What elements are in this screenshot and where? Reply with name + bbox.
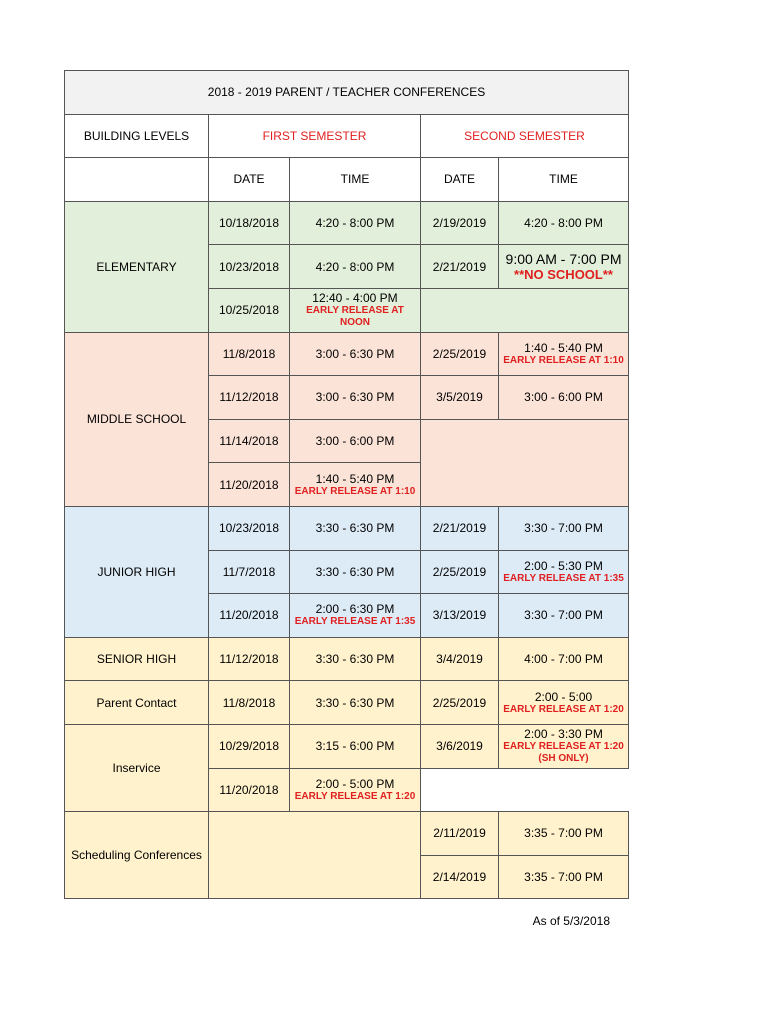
- first-time-cell: 4:20 - 8:00 PM: [290, 245, 421, 289]
- second-time-cell: [499, 245, 629, 289]
- early-release-note: EARLY RELEASE AT 1:35: [294, 616, 416, 628]
- second-date-cell: 3/13/2019: [421, 594, 499, 638]
- first-time-cell: 3:30 - 6:30 PM: [290, 550, 421, 594]
- early-release-note: EARLY RELEASE AT 1:35: [503, 572, 624, 584]
- second-time-header: TIME: [499, 158, 629, 202]
- second-date-cell: 2/14/2019: [421, 855, 499, 899]
- second-time-cell: 4:20 - 8:00 PM: [499, 201, 629, 245]
- first-time-cell: 3:15 - 6:00 PM: [290, 724, 421, 768]
- first-date-cell: 10/18/2018: [209, 201, 290, 245]
- second-semester-header: SECOND SEMESTER: [421, 114, 629, 158]
- second-date-cell: 2/25/2019: [421, 332, 499, 376]
- table-row: [65, 201, 629, 245]
- first-date-cell: 10/23/2018: [209, 506, 290, 550]
- second-time-cell: 4:00 - 7:00 PM: [499, 637, 629, 681]
- time-text: 12:40 - 4:00 PM: [312, 291, 398, 306]
- second-date-cell: 2/19/2019: [421, 201, 499, 245]
- table-row: [65, 812, 629, 856]
- first-time-cell: 3:00 - 6:30 PM: [290, 332, 421, 376]
- second-time-cell: 3:35 - 7:00 PM: [499, 855, 629, 899]
- level-parent-contact: Parent Contact: [65, 681, 209, 725]
- time-text: 2:00 - 5:00 PM: [315, 776, 395, 791]
- second-date-cell: 3/6/2019: [421, 724, 499, 768]
- early-release-note: EARLY RELEASE AT 1:20: [503, 741, 624, 753]
- time-text: 2:00 - 6:30 PM: [315, 602, 395, 617]
- empty-header-cell: [65, 158, 209, 202]
- first-time-cell: [290, 768, 421, 812]
- title-row: [65, 71, 629, 115]
- second-date-cell: 2/25/2019: [421, 550, 499, 594]
- second-date-cell: 2/21/2019: [421, 506, 499, 550]
- level-elementary: ELEMENTARY: [65, 201, 209, 332]
- table-row: [65, 332, 629, 376]
- second-date-cell: 2/11/2019: [421, 812, 499, 856]
- level-junior-high: JUNIOR HIGH: [65, 506, 209, 637]
- empty-cell: [421, 419, 629, 506]
- conference-schedule-table: [64, 70, 629, 899]
- first-date-cell: 11/7/2018: [209, 550, 290, 594]
- first-time-cell: 3:30 - 6:30 PM: [290, 681, 421, 725]
- empty-cell: [421, 288, 629, 332]
- first-date-cell: 10/23/2018: [209, 245, 290, 289]
- no-school-note: **NO SCHOOL**: [514, 267, 613, 283]
- first-date-header: DATE: [209, 158, 290, 202]
- level-scheduling-conferences: Scheduling Conferences: [65, 812, 209, 899]
- table-row: [65, 681, 629, 725]
- empty-cell: [209, 812, 421, 899]
- building-levels-header: BUILDING LEVELS: [65, 114, 209, 158]
- second-time-cell: [499, 681, 629, 725]
- table-row: [65, 724, 629, 768]
- early-release-note: EARLY RELEASE AT 1:20: [503, 703, 624, 715]
- first-date-cell: 11/12/2018: [209, 637, 290, 681]
- first-time-cell: [290, 463, 421, 507]
- first-date-cell: 11/20/2018: [209, 594, 290, 638]
- first-time-cell: [290, 594, 421, 638]
- second-date-cell: 2/25/2019: [421, 681, 499, 725]
- second-time-cell: 3:30 - 7:00 PM: [499, 506, 629, 550]
- first-date-cell: 10/29/2018: [209, 724, 290, 768]
- first-time-header: TIME: [290, 158, 421, 202]
- early-release-note: EARLY RELEASE AT NOON: [306, 305, 404, 329]
- time-text: 2:00 - 3:30 PM: [524, 727, 603, 742]
- early-release-note: EARLY RELEASE AT 1:10: [294, 485, 416, 497]
- as-of-date: As of 5/3/2018: [532, 914, 610, 928]
- second-date-cell: 3/5/2019: [421, 376, 499, 420]
- first-semester-header: FIRST SEMESTER: [209, 114, 421, 158]
- second-time-cell: [499, 724, 629, 768]
- sh-only-note: (SH ONLY): [538, 753, 589, 765]
- second-time-cell: 3:00 - 6:00 PM: [499, 376, 629, 420]
- first-date-cell: 11/8/2018: [209, 681, 290, 725]
- date-time-header-row: [65, 158, 629, 202]
- table-row: [65, 637, 629, 681]
- second-date-cell: 3/4/2019: [421, 637, 499, 681]
- first-date-cell: 11/8/2018: [209, 332, 290, 376]
- first-time-cell: 3:00 - 6:30 PM: [290, 376, 421, 420]
- time-text: 1:40 - 5:40 PM: [315, 471, 395, 486]
- second-date-header: DATE: [421, 158, 499, 202]
- early-release-note: EARLY RELEASE AT 1:20: [294, 790, 416, 802]
- first-time-cell: [290, 288, 421, 332]
- level-middle-school: MIDDLE SCHOOL: [65, 332, 209, 506]
- first-date-cell: 11/12/2018: [209, 376, 290, 420]
- second-time-cell: [499, 332, 629, 376]
- first-time-cell: 3:00 - 6:00 PM: [290, 419, 421, 463]
- table-row: [65, 506, 629, 550]
- table-title: 2018 - 2019 PARENT / TEACHER CONFERENCES: [65, 71, 629, 115]
- first-time-cell: 3:30 - 6:30 PM: [290, 506, 421, 550]
- semester-header-row: [65, 114, 629, 158]
- second-time-cell: 3:35 - 7:00 PM: [499, 812, 629, 856]
- time-text: 2:00 - 5:00: [534, 689, 593, 704]
- second-time-cell: [499, 550, 629, 594]
- first-time-cell: 4:20 - 8:00 PM: [290, 201, 421, 245]
- time-text: 2:00 - 5:30 PM: [524, 558, 603, 573]
- first-time-cell: 3:30 - 6:30 PM: [290, 637, 421, 681]
- level-senior-high: SENIOR HIGH: [65, 637, 209, 681]
- first-date-cell: 10/25/2018: [209, 288, 290, 332]
- time-text: 1:40 - 5:40 PM: [524, 340, 603, 355]
- early-release-note: EARLY RELEASE AT 1:10: [503, 354, 624, 366]
- first-date-cell: 11/20/2018: [209, 463, 290, 507]
- second-date-cell: 2/21/2019: [421, 245, 499, 289]
- empty-cell: [421, 768, 629, 812]
- time-text: 9:00 AM - 7:00 PM: [505, 251, 622, 268]
- first-date-cell: 11/20/2018: [209, 768, 290, 812]
- first-date-cell: 11/14/2018: [209, 419, 290, 463]
- second-time-cell: 3:30 - 7:00 PM: [499, 594, 629, 638]
- level-inservice: Inservice: [65, 724, 209, 811]
